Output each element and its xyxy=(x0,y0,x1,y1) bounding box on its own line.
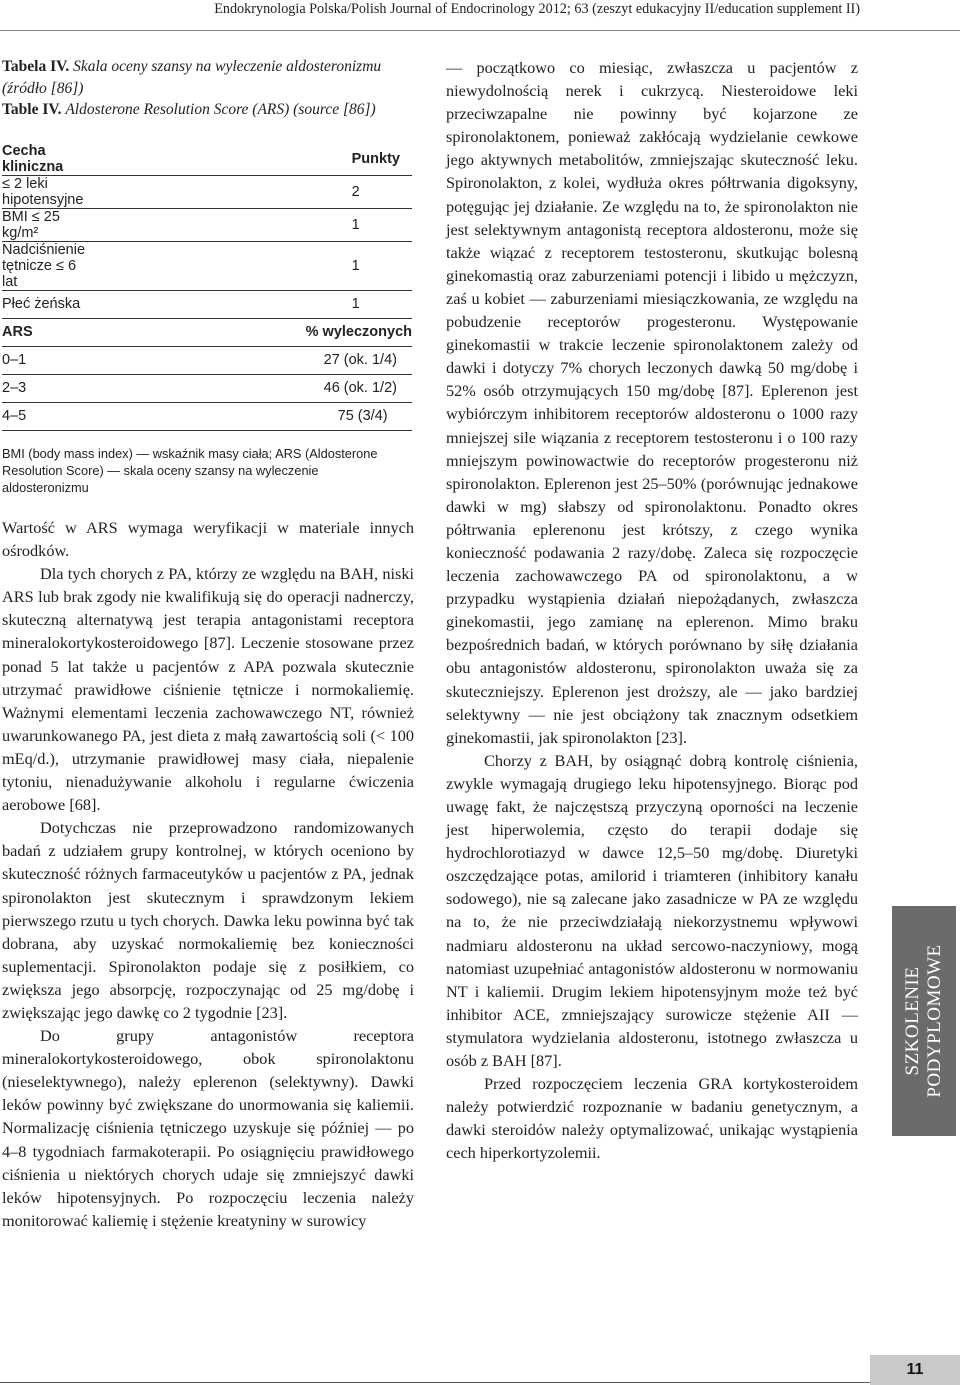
paragraph: Chorzy z BAH, by osiągnąć dobrą kontrolę ciśnienia, zwykle wymagają drugiego leku hipotensyjnego. Biorąc pod uwagę fakt, że najczęstszą przyczyną oporności na leczenie jest hiperwolemia, często do terapii dodaje się hydrochlorotiazyd w dawce 12,5–50 mg/dobę. Diuretyki oszczędzające potas, amilorid i triamteren (inhibitory kanału sodowego), nie są zalecane jako zasadnicze w PA ze względu na to, że nie przeciwdziałają niekorzystnemu wpływowi nadmiaru aldosteronu na układ sercowo-naczyniowy, mogą natomiast uzupełniać antagonistów aldosteronu w normowaniu NT i kaliemii. Drugim lekiem hipotensyjnym może też być inhibitor ACE, zmniejszający surowicze stężenie AII — stymulatora wydzielania aldosteronu, istotnego zwłaszcza u osób z BAH [87]. xyxy=(446,750,858,1071)
table-row xyxy=(2,175,412,208)
paragraph: — początkowo co miesiąc, zwłaszcza u pacjentów z niewydolnością nerek i cukrzycą. Niesteroidowe leki przeciwzapalne nie powinny być kojarzone ze spironolaktonem, ponieważ zakłócają wydzielanie cewkowe jego aktywnych metabolitów, zmniejszając skuteczność leku. Spironolakton, z kolei, wydłuża okres półtrwania digoksyny, potęgując jej działanie. Ze względu na to, że spironolakton nie jest selektywnym antagonistą receptora aldosteronu, może się także wiązać z receptorem testosteronu, skutkując bolesną ginekomastią oraz zaburzeniami potencji i libido u mężczyzn, zaś u kobiet — zaburzeniami miesiączkowania, ze względu na pobudzenie receptorów progesteronu. Występowanie ginekomastii w trakcie leczenie spironolaktonem zależy od dawki i dotyczy 7% chorych leczonych dawką 50 mg/dobę i 52% osób otrzymujących 150 mg/dobę [87]. Eplerenon jest wybiórczym inhibitorem receptorów aldosteronu o 1000 razy mniejszej sile wiązania z receptorem testosteronu i o 100 razy mniejszym powinowactwie do receptorów progesteronu niż spironolakton. Eplerenon jest 25–50% (porównując jednakowe dawki w mg) słabszy od spironolaktonu. Ponadto okres półtrwania eplerenonu jest krótszy, z czego wynika konieczność podawania 2 razy/dobę. Zaleca się rozpoczęcie leczenia zachowawczego PA od spironolaktonu, a w przypadku wystąpienia działań niepożądanych, zwłaszcza ginekomastii, jego zamianę na eplerenon. Mimo braku bezpośrednich badań, w których porównano by siłę działania obu antagonistów aldosteronu, spironolakton uważa się za skuteczniejszy. Eplerenon jest droższy, ale — jako bardziej selektywny — nie jest obciążony tak znacznym odsetkiem ginekomastii, jak spironolakton [23]. xyxy=(446,58,858,747)
col-header-points: Punkty xyxy=(94,143,412,176)
row-points: 1 xyxy=(94,241,412,290)
ars-cured: 27 (ok. 1/4) xyxy=(94,346,412,374)
table-caption-en xyxy=(2,99,415,121)
side-label-line1: SZKOLENIE xyxy=(902,966,923,1076)
table-header-row xyxy=(2,143,412,176)
page-number: 11 xyxy=(870,1355,960,1385)
section-ars: ARS xyxy=(2,318,94,346)
table-row xyxy=(2,290,412,318)
caption-en-text: Aldosterone Resolution Score (ARS) (source [86]) xyxy=(65,101,376,118)
ars-range: 0–1 xyxy=(2,346,94,374)
paragraph: Do grupy antagonistów receptora mineralokortykosteroidowego, obok spironolaktonu (nieselektywnego), należy eplerenon (selektywny). Dawki leków powinny być zwiększane do unormowania się kaliemii. Normalizację ciśnienia tętniczego uzyskuje się później — po 4–8 tygodniach farmakoterapii. Po osiągnięciu prawidłowego ciśnienia u niektórych chorych udaje się zmniejszyć dawki leków hipotensyjnych. Po rozpoczęciu leczenia należy monitorować kaliemię i stężenie kreatyniny w surowicy xyxy=(2,1026,414,1230)
table-caption-pl xyxy=(2,56,415,99)
ars-table xyxy=(2,143,412,431)
ars-cured: 46 (ok. 1/2) xyxy=(94,374,412,402)
table-row xyxy=(2,241,412,290)
paragraph: Dla tych chorych z PA, którzy ze względu na BAH, niski ARS lub brak zgody nie kwalifikują się do operacji nadnerczy, skuteczną alternatywą jest terapia antagonistami receptora mineralokortykosteroidowego [87]. Leczenie stosowane przez ponad 5 lat także u pacjentów z APA pozwala skutecznie utrzymać prawidłowe ciśnienie tętnicze i normokaliemię. Ważnymi elementami leczenia zachowawczego NT, również uwarunkowanego PA, jest dieta z małą zawartością soli (< 100 mEq/d.), utrzymanie prawidłowej masy ciała, niepalenie tytoniu, nienadużywanie alkoholu i regularne ćwiczenia aerobowe [68]. xyxy=(2,564,414,815)
caption-pl-label: Tabela IV. xyxy=(2,58,70,75)
left-column-text xyxy=(2,516,414,1232)
paragraph: Wartość w ARS wymaga weryfikacji w materiale innych ośrodków. xyxy=(2,518,414,561)
table-row xyxy=(2,374,412,402)
paragraph: Dotychczas nie przeprowadzono randomizowanych badań z udziałem grupy kontrolnej, w których oceniono by skuteczność różnych farmaceutyków u pacjentów z PA, jednak spironolakton jest skutecznym i sprawdzonym lekiem pierwszego rzutu u tych chorych. Dawka leku powinna być tak dobrana, aby uzyskać normokaliemię bez konieczności suplementacji. Spironolakton podaje się z posiłkiem, co zwiększa jego absorpcję, rozpoczynając od 25 mg/dobę i zwiększając jego dawkę co 2 tygodnie [23]. xyxy=(2,818,414,1022)
table-footnote: BMI (body mass index) — wskaźnik masy ciała; ARS (Aldosterone Resolution Score) — skala oceny szansy na wyleczenie aldosteronizmu xyxy=(2,445,378,495)
side-label-line2: PODYPLOMOWE xyxy=(924,944,945,1098)
row-feature: Nadciśnienie tętnicze ≤ 6 lat xyxy=(2,241,94,290)
row-points: 2 xyxy=(94,175,412,208)
table-row xyxy=(2,402,412,430)
right-column-text xyxy=(446,56,858,1165)
side-label-text xyxy=(902,944,946,1097)
ars-range: 2–3 xyxy=(2,374,94,402)
row-feature: BMI ≤ 25 kg/m² xyxy=(2,208,94,241)
header-divider xyxy=(0,30,960,31)
caption-en-label: Table IV. xyxy=(2,101,62,118)
journal-header: Endokrynologia Polska/Polish Journal of Endocrinology 2012; 63 (zeszyt edukacyjny II/education supplement II) xyxy=(214,1,860,17)
table-section-row xyxy=(2,318,412,346)
table-row xyxy=(2,346,412,374)
paragraph: Przed rozpoczęciem leczenia GRA kortykosteroidem należy potwierdzić rozpoznanie w badaniu genetycznym, a dawki steroidów należy optymalizować, unikając wystąpienia cech hiperkortyzolemii. xyxy=(446,1074,858,1163)
row-points: 1 xyxy=(94,208,412,241)
col-header-feature: Cecha kliniczna xyxy=(2,143,94,176)
row-feature: Płeć żeńska xyxy=(2,290,94,318)
ars-range: 4–5 xyxy=(2,402,94,430)
row-feature: ≤ 2 leki hipotensyjne xyxy=(2,175,94,208)
ars-cured: 75 (3/4) xyxy=(94,402,412,430)
section-side-label xyxy=(892,906,956,1136)
table-block xyxy=(2,56,415,496)
table-row xyxy=(2,208,412,241)
footer-divider xyxy=(0,1382,870,1383)
row-points: 1 xyxy=(94,290,412,318)
caption-pl-text: Skala oceny szansy na wyleczenie aldosteronizmu (źródło [86]) xyxy=(2,58,382,97)
section-cured: % wyleczonych xyxy=(94,318,412,346)
